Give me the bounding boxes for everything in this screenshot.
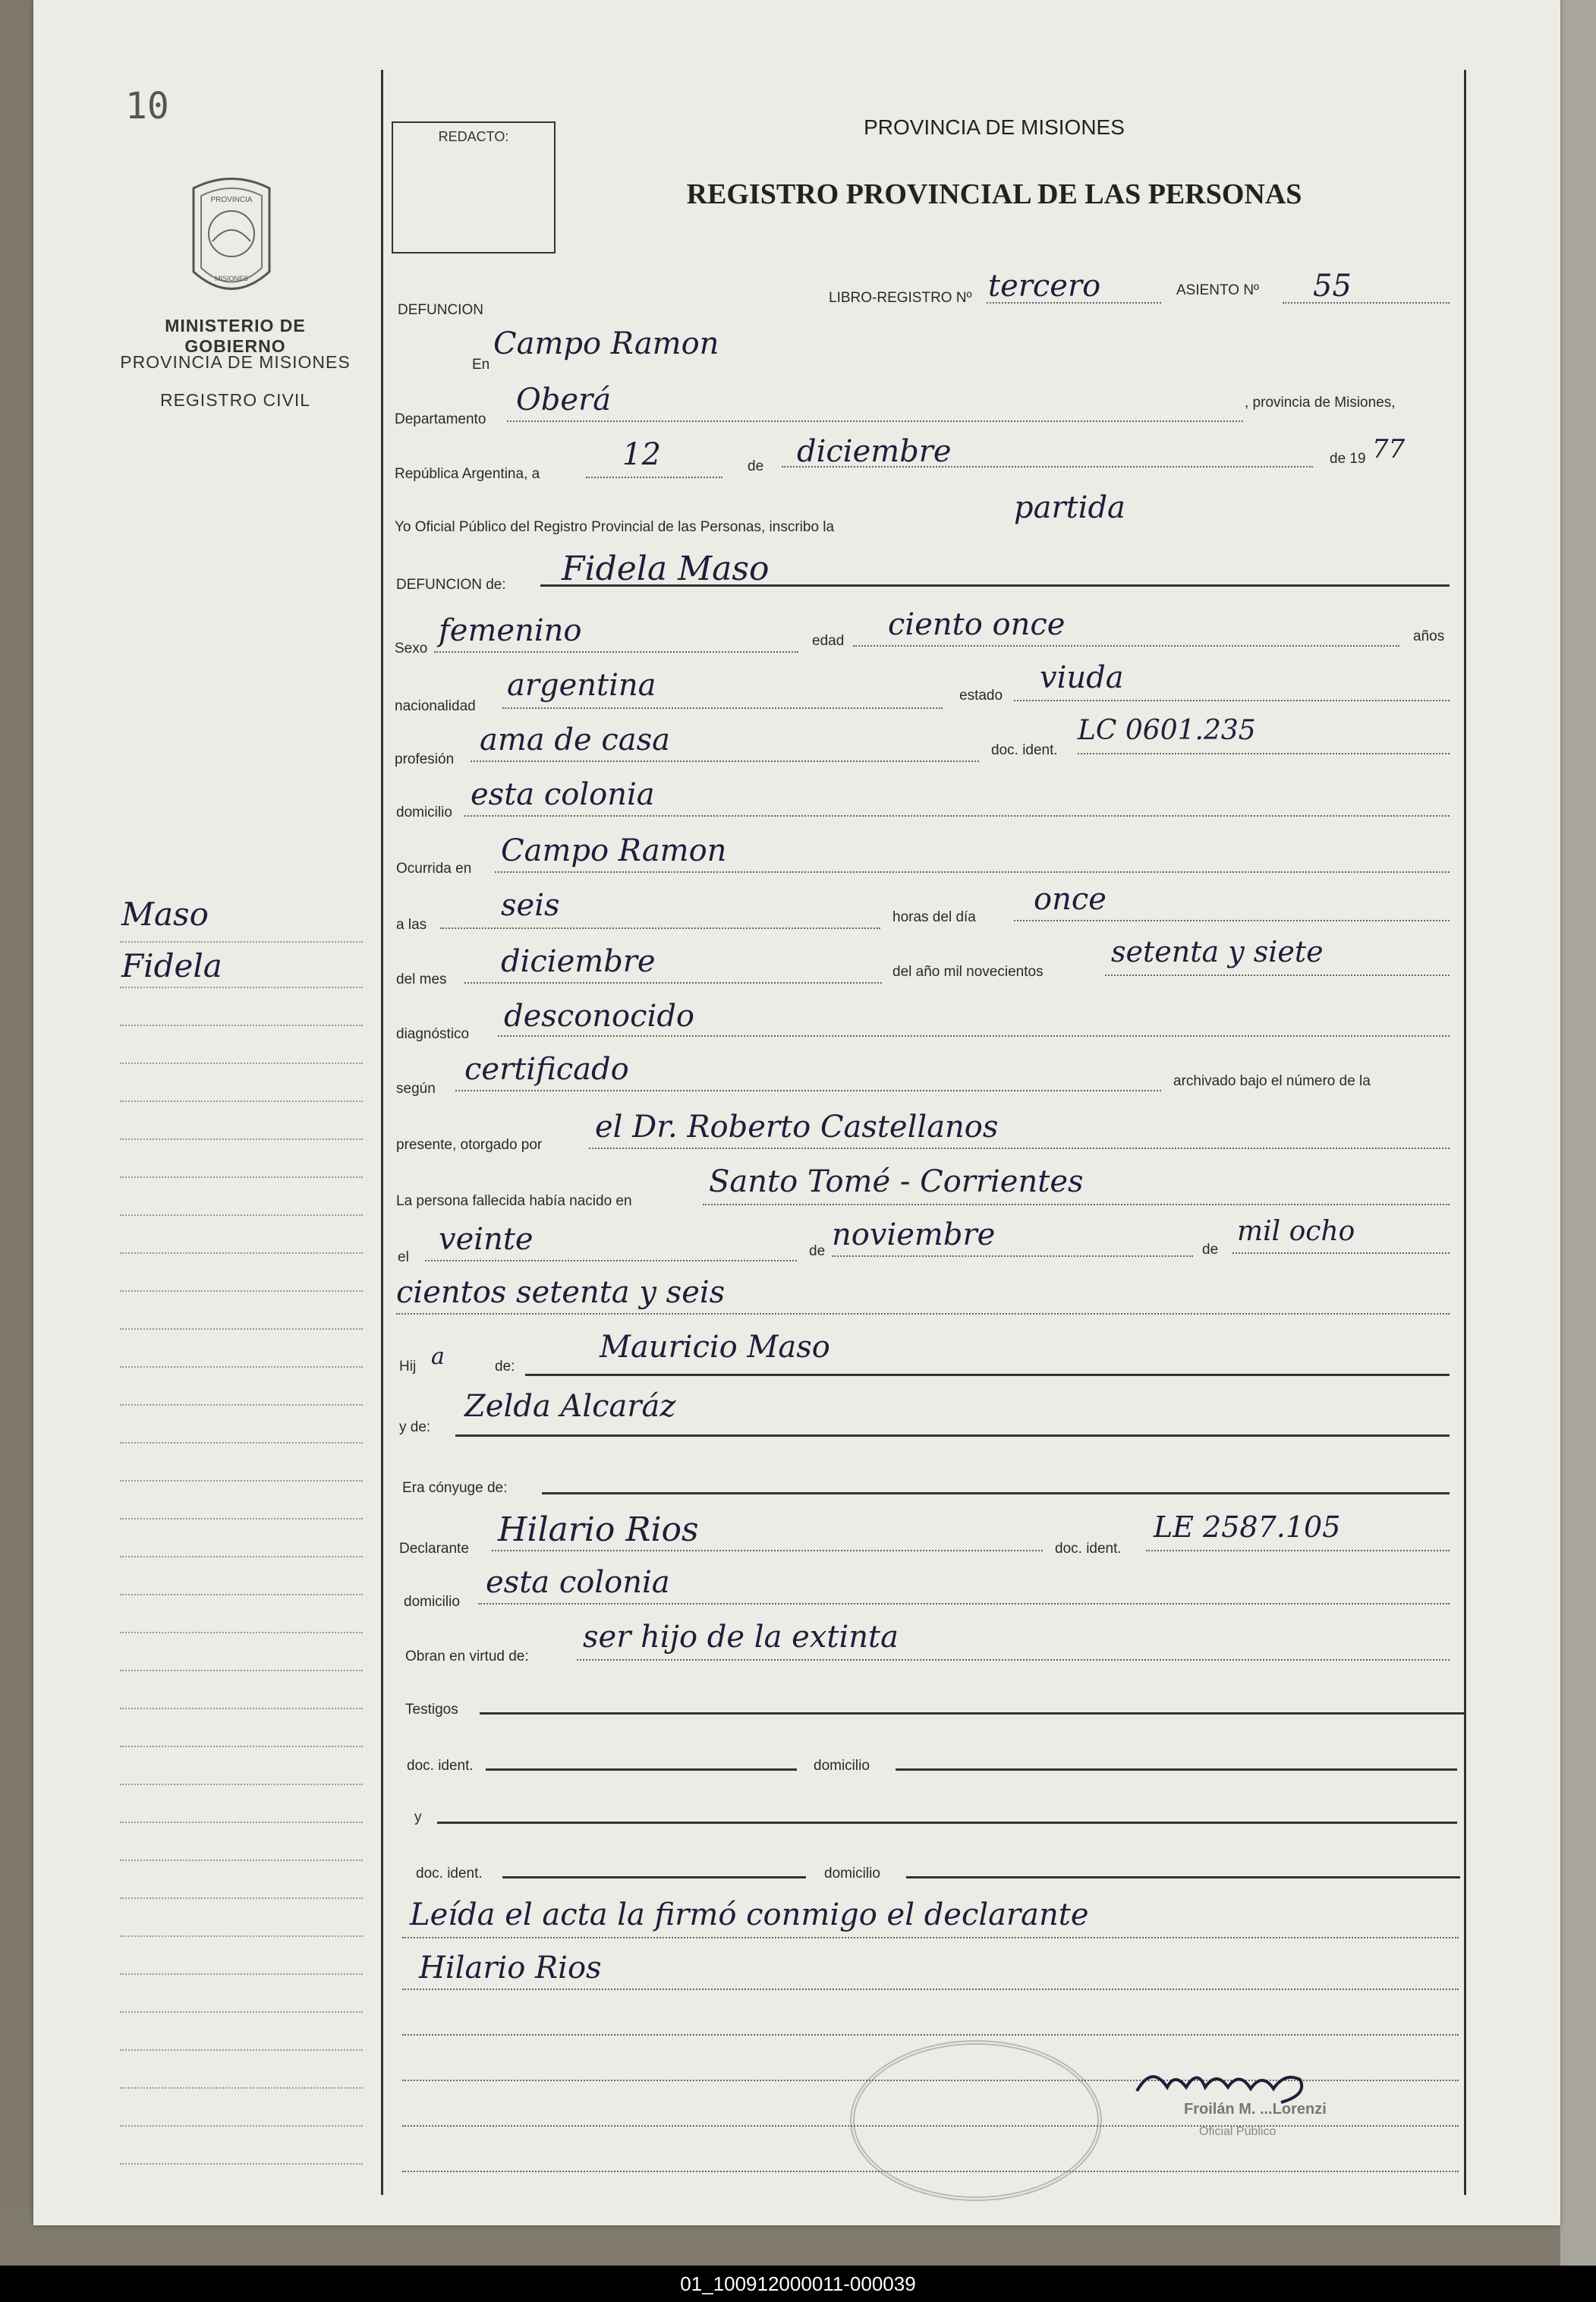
margin-line: [120, 2163, 363, 2165]
madre-line: [455, 1434, 1450, 1437]
a-las-label: a las: [396, 917, 427, 933]
diagnostico-value: desconocido: [504, 999, 695, 1034]
asiento-line: [1283, 302, 1450, 304]
hij-suffix-value: a: [431, 1343, 445, 1370]
margin-line: [120, 1670, 363, 1671]
margin-line: [120, 1480, 363, 1482]
dom-declarante-line: [478, 1603, 1450, 1604]
asiento-label: ASIENTO Nº: [1176, 282, 1259, 298]
de-year-label: de 19: [1330, 451, 1366, 467]
departamento-label: Departamento: [395, 411, 486, 427]
nac-anio2-value: cientos setenta y seis: [396, 1275, 726, 1310]
declarante-value: Hilario Rios: [498, 1510, 699, 1549]
province-seal-icon: [182, 173, 281, 310]
officer-title: Oficial Público: [1199, 2125, 1276, 2138]
domicilio-value: esta colonia: [471, 777, 655, 812]
testigo1-dom-line: [896, 1768, 1457, 1771]
obran-label: Obran en virtud de:: [405, 1649, 529, 1664]
nacido-label: La persona fallecida había nacido en: [396, 1193, 632, 1209]
archivado-label: archivado bajo el número de la: [1173, 1073, 1371, 1089]
y-label: y: [414, 1809, 422, 1825]
dia-value: 12: [622, 437, 661, 472]
margin-line: [120, 1404, 363, 1406]
margin-line: [120, 1442, 363, 1444]
profesion-value: ama de casa: [480, 723, 670, 757]
departamento-line: [507, 420, 1243, 422]
presente-label: presente, otorgado por: [396, 1137, 543, 1153]
provincia-label: , provincia de Misiones,: [1245, 395, 1396, 411]
doc-declarante-value: LE 2587.105: [1154, 1510, 1341, 1544]
redacto-box: [392, 121, 556, 254]
doc-value: LC 0601.235: [1078, 715, 1256, 746]
edad-value: ciento once: [888, 607, 1066, 642]
asiento-value: 55: [1313, 269, 1352, 304]
diagnostico-label: diagnóstico: [396, 1026, 470, 1042]
lectura-line: [402, 1937, 1459, 1938]
en-label: En: [472, 357, 490, 373]
domicilio-label: domicilio: [396, 805, 452, 820]
margin-line: [120, 1594, 363, 1595]
sexo-value: femenino: [439, 613, 582, 648]
mes-texto-value: diciembre: [501, 944, 656, 979]
mes-value: diciembre: [797, 434, 952, 469]
doc-label: doc. ident.: [991, 742, 1058, 758]
lugar-value: Campo Ramon: [493, 326, 719, 361]
y-de-label: y de:: [399, 1419, 431, 1435]
profesion-line: [471, 761, 979, 762]
nacido-line: [703, 1204, 1450, 1205]
margin-line: [120, 1708, 363, 1709]
libro-line: [987, 302, 1161, 304]
hora-value: seis: [501, 888, 560, 923]
de-label: de: [748, 458, 764, 474]
nacionalidad-line: [502, 707, 943, 709]
sexo-label: Sexo: [395, 641, 428, 657]
ocurrida-label: Ocurrida en: [396, 861, 472, 877]
margin-line: [120, 2011, 363, 2013]
testigos-label: Testigos: [405, 1702, 458, 1718]
lectura-text: Leída el acta la firmó conmigo el declarante: [410, 1897, 1089, 1932]
margin-line: [120, 1822, 363, 1823]
nac-dia-value: veinte: [439, 1222, 534, 1257]
nac-dia-line: [425, 1260, 797, 1261]
margin-line: [120, 1025, 363, 1026]
estado-label: estado: [959, 688, 1003, 704]
nac-anio1-value: mil ocho: [1237, 1216, 1355, 1247]
nombre-line: [540, 584, 1450, 587]
segun-value: certificado: [464, 1052, 629, 1087]
domicilio-line: [464, 815, 1450, 817]
margin-line: [120, 1252, 363, 1254]
province-title: PROVINCIA DE MISIONES: [864, 115, 1125, 139]
estado-line: [1014, 700, 1450, 701]
nac-de-label: de: [809, 1243, 826, 1259]
conyuge-label: Era cónyuge de:: [402, 1480, 508, 1496]
dia-line: [586, 477, 722, 478]
padre-line: [525, 1374, 1450, 1376]
profesion-label: profesión: [395, 751, 455, 767]
margin-line: [120, 1328, 363, 1330]
margin-line: [120, 1063, 363, 1064]
partida-value: partida: [1014, 490, 1125, 525]
hij-de-label: de:: [495, 1359, 515, 1375]
defuncion-label: DEFUNCION: [398, 302, 483, 318]
margin-line: [120, 1746, 363, 1747]
margin-surname: Maso: [121, 896, 209, 933]
doc-declarante-label: doc. ident.: [1055, 1541, 1122, 1557]
el-label: el: [398, 1249, 409, 1265]
libro-label: LIBRO-REGISTRO Nº: [829, 290, 972, 306]
libro-value: tercero: [988, 269, 1101, 304]
margin-line: [120, 1176, 363, 1178]
anio-texto-value: setenta y siete: [1111, 935, 1324, 968]
firma-line: [402, 1989, 1459, 1990]
diagnostico-line: [498, 1035, 1450, 1037]
ocurrida-value: Campo Ramon: [501, 833, 727, 868]
declarante-label: Declarante: [399, 1541, 469, 1557]
hora-line: [440, 927, 880, 929]
conyuge-line: [542, 1492, 1450, 1494]
dom-declarante-value: esta colonia: [486, 1565, 670, 1600]
testigo1-doc-line: [486, 1768, 797, 1771]
madre-value: Zelda Alcaráz: [464, 1389, 676, 1424]
footer-id: 01_100912000011-000039: [0, 2266, 1596, 2302]
margin-line: [120, 1632, 363, 1633]
redacto-label: REDACTO:: [438, 129, 509, 144]
testigos-line: [480, 1712, 1466, 1715]
estado-value: viuda: [1040, 660, 1124, 695]
nacionalidad-label: nacionalidad: [395, 698, 476, 714]
testigo2-dom-line: [906, 1876, 1460, 1878]
otorgado-value: el Dr. Roberto Castellanos: [595, 1110, 999, 1145]
margin-line: [120, 2049, 363, 2051]
nac-mes-line: [832, 1255, 1193, 1257]
margin-line: [120, 941, 363, 943]
margin-line: [120, 1556, 363, 1557]
republica-label: República Argentina, a: [395, 466, 540, 482]
otorgado-line: [589, 1148, 1450, 1149]
margin-line: [120, 1366, 363, 1368]
obran-line: [577, 1659, 1450, 1661]
ministry-line1: MINISTERIO DE GOBIERNO: [165, 316, 306, 356]
nac-de2-label: de: [1202, 1242, 1219, 1258]
nombre-value: Fidela Maso: [562, 550, 770, 588]
officer-name: Froilán M. ...Lorenzi: [1184, 2101, 1327, 2118]
dia-texto-line: [1014, 920, 1450, 921]
dom-declarante-label: domicilio: [404, 1594, 460, 1610]
ministry-line3: REGISTRO CIVIL: [159, 390, 311, 410]
page-right-edge: [1560, 0, 1596, 2266]
nac-mes-value: noviembre: [832, 1217, 996, 1252]
ministry-line2: PROVINCIA DE MISIONES: [120, 352, 351, 372]
margin-line: [120, 1860, 363, 1861]
anos-label: años: [1413, 628, 1445, 644]
margin-line: [120, 1935, 363, 1937]
testigo2-dom-label: domicilio: [824, 1866, 880, 1882]
margin-line: [120, 1138, 363, 1140]
yo-label: Yo Oficial Público del Registro Provincial de las Personas, inscribo la: [395, 519, 835, 535]
seal-top-text: PROVINCIA: [210, 196, 253, 204]
padre-value: Mauricio Maso: [600, 1330, 830, 1365]
del-mes-label: del mes: [396, 972, 447, 987]
nacionalidad-value: argentina: [507, 668, 656, 703]
firma-declarante: Hilario Rios: [419, 1951, 602, 1986]
margin-line: [120, 1101, 363, 1102]
margin-name: Fidela: [121, 947, 222, 984]
margin-line: [120, 1290, 363, 1292]
margin-line: [120, 987, 363, 988]
horas-label: horas del día: [892, 909, 976, 925]
margin-line: [120, 1518, 363, 1519]
anio-texto-line: [1105, 975, 1450, 976]
edad-label: edad: [812, 633, 845, 649]
testigo2-doc-line: [502, 1876, 806, 1878]
margin-line: [120, 2125, 363, 2127]
official-stamp: [850, 2040, 1102, 2201]
hij-label: Hij: [399, 1359, 417, 1375]
departamento-value: Oberá: [516, 383, 612, 417]
page-number: 10: [125, 85, 169, 128]
nacido-value: Santo Tomé - Corrientes: [709, 1164, 1084, 1199]
registry-title: REGISTRO PROVINCIAL DE LAS PERSONAS: [686, 178, 1302, 210]
margin-line: [120, 1973, 363, 1975]
mes-texto-line: [464, 982, 882, 984]
del-ano-label: del año mil novecientos: [892, 964, 1044, 980]
segun-label: según: [396, 1081, 436, 1097]
margin-line: [120, 1897, 363, 1899]
segun-line: [455, 1090, 1161, 1091]
margin-line: [120, 2087, 363, 2089]
anio-value: 77: [1372, 434, 1406, 464]
margin-line: [120, 1214, 363, 1216]
mes-line: [782, 466, 1313, 468]
testigo2-doc-label: doc. ident.: [416, 1866, 483, 1882]
ocurrida-line: [495, 871, 1450, 873]
defuncion-de-label: DEFUNCION de:: [396, 577, 506, 593]
declarante-line: [492, 1550, 1043, 1551]
blank-line: [402, 2034, 1459, 2036]
testigo1-dom-label: domicilio: [814, 1758, 870, 1774]
testigo2-line: [437, 1822, 1457, 1824]
doc-line: [1078, 753, 1450, 754]
nac-anio1-line: [1232, 1252, 1450, 1254]
margin-line: [120, 1784, 363, 1785]
doc-declarante-line: [1146, 1550, 1450, 1551]
sexo-line: [434, 651, 798, 653]
seal-bottom-text: MISIONES: [214, 275, 249, 282]
edad-line: [853, 645, 1399, 647]
testigo1-doc-label: doc. ident.: [407, 1758, 474, 1774]
nac-anio2-line: [396, 1313, 1450, 1315]
obran-value: ser hijo de la extinta: [583, 1620, 899, 1655]
dia-texto-value: once: [1034, 882, 1106, 917]
